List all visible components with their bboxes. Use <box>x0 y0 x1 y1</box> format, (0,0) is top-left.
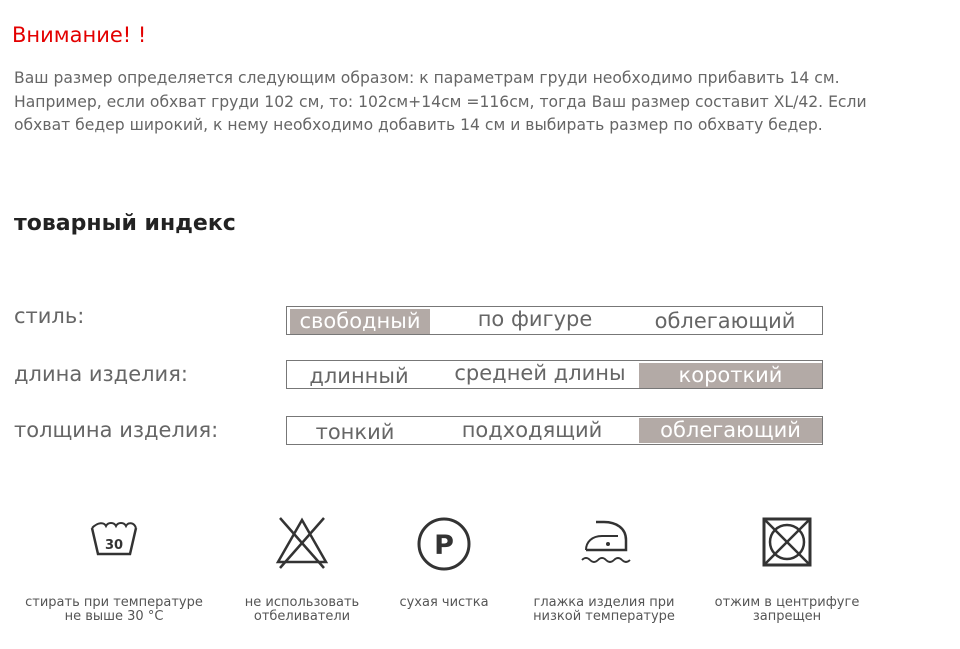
param-label: толщина изделия: <box>14 418 219 442</box>
care-caption: стирать при температуре не выше 30 °C <box>25 595 203 624</box>
param-row-length <box>0 360 960 400</box>
option-long: длинный <box>309 364 409 388</box>
option-box <box>286 306 823 335</box>
care-item-iron <box>514 510 694 624</box>
option-fitted: по фигуре <box>477 307 593 331</box>
param-label: стиль: <box>14 304 85 328</box>
option-short: короткий <box>639 363 822 388</box>
notice-text: Ваш размер определяется следующим образом: к параметрам груди необходимо прибавить 14 см. Например, если обхват груди 102 см, то: 102см+14см =116см, тогда Ваш размер составит XL/42. Если обхват бедер широкий, к нему необходимо добавить 14 см и выбирать размер по обхвату бедер. <box>14 69 867 134</box>
option-box <box>286 360 823 389</box>
care-instructions <box>0 510 960 640</box>
option-tight: облегающий <box>654 309 796 333</box>
param-row-style <box>0 302 960 342</box>
care-item-wash <box>24 510 204 624</box>
param-row-thickness <box>0 416 960 456</box>
dry-clean-badge: P <box>434 530 454 561</box>
care-item-dry-clean <box>354 510 534 610</box>
dry-clean-icon <box>414 510 474 572</box>
notice-title: Внимание! ! <box>12 23 147 47</box>
option-thin: тонкий <box>315 420 395 444</box>
no-spin-dry-icon <box>757 510 817 572</box>
care-caption: не использовать отбеливатели <box>244 595 360 624</box>
option-medium: средней длины <box>454 361 626 385</box>
iron-low-icon <box>574 510 634 572</box>
no-bleach-icon <box>272 510 332 572</box>
care-item-spin <box>697 510 877 624</box>
option-box <box>286 416 823 445</box>
care-caption: глажка изделия при низкой температуре <box>533 595 675 624</box>
care-caption: отжим в центрифуге запрещен <box>714 595 860 624</box>
product-index-title: товарный индекс <box>14 211 236 236</box>
wash-30-icon <box>84 510 144 572</box>
wash-temp-badge: 30 <box>104 538 124 553</box>
care-caption: сухая чистка <box>399 595 489 610</box>
option-free: свободный <box>290 309 430 334</box>
option-tight: облегающий <box>639 418 822 443</box>
option-suitable: подходящий <box>461 418 603 442</box>
param-label: длина изделия: <box>14 362 188 386</box>
